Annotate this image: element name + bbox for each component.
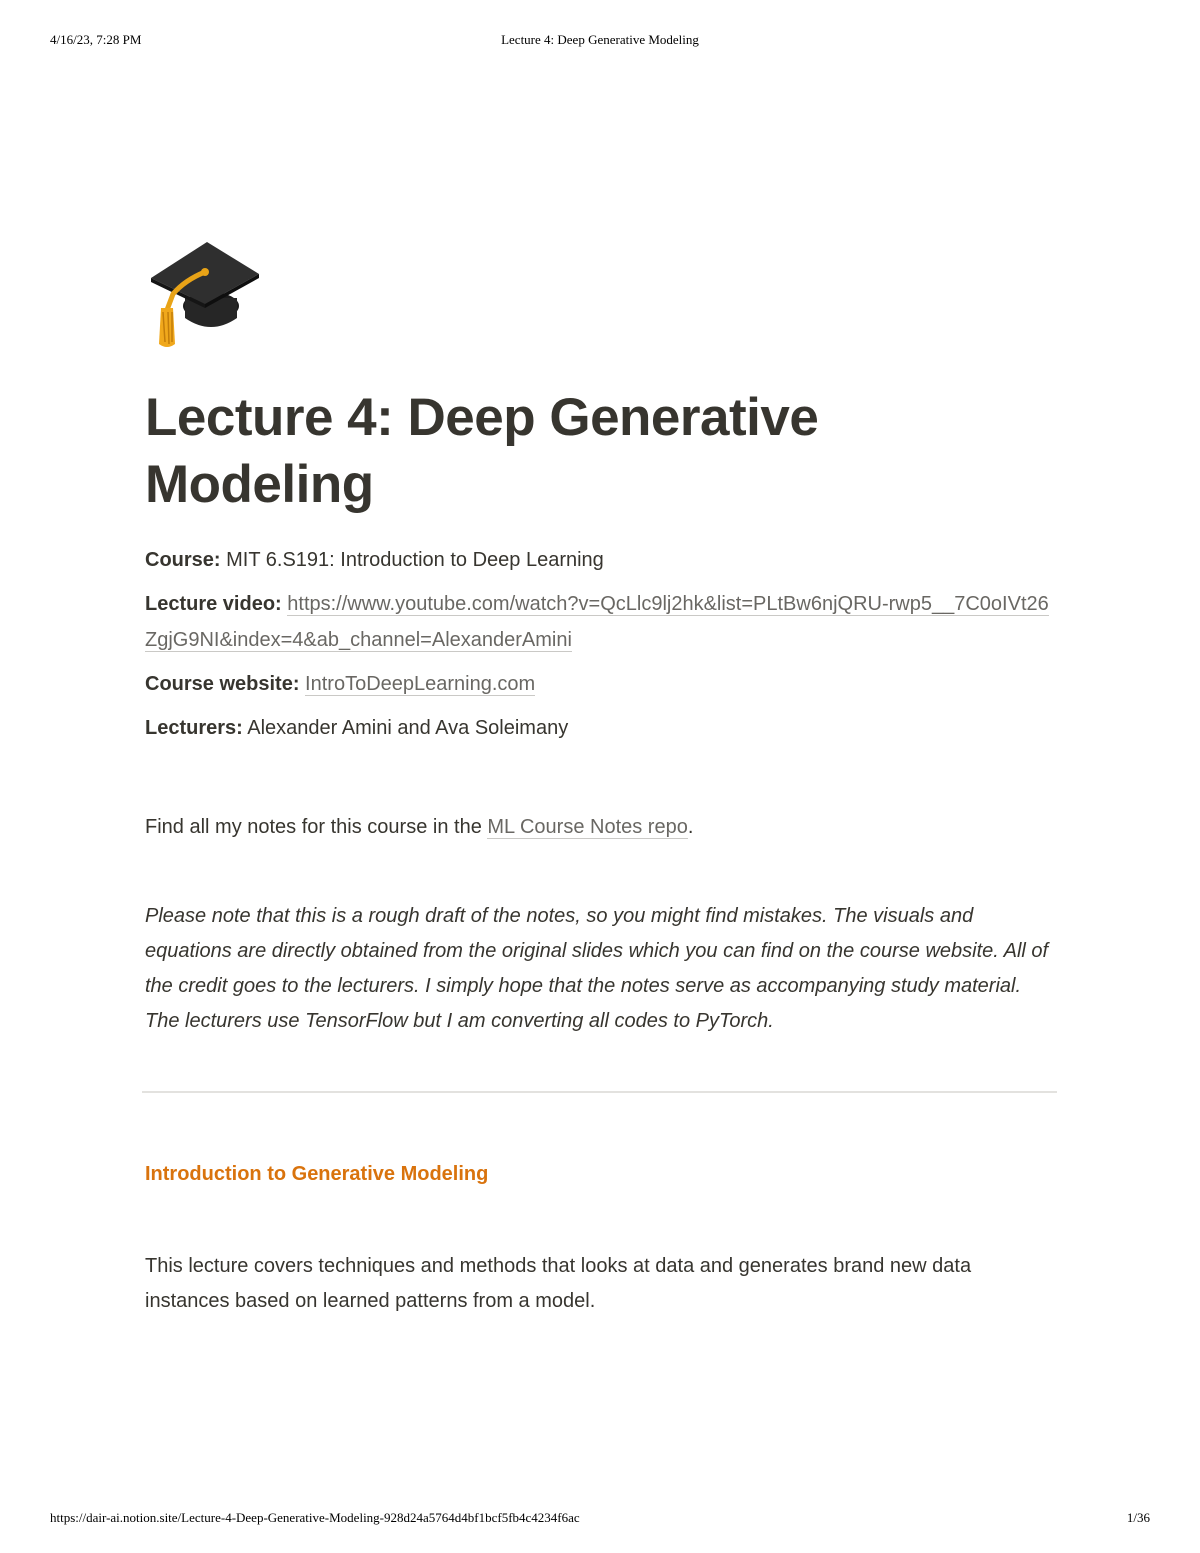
lecturers-property [145, 710, 1060, 746]
properties [145, 542, 1060, 746]
print-datetime: 4/16/23, 7:28 PM [50, 32, 142, 47]
draft-note-paragraph: Please note that this is a rough draft of the notes, so you might find mistakes. The visuals and equations are directly obtained from the original slides which you can find on the course website. All of the credit goes to the lecturers. I simply hope that the notes serve as accompanying study material. The lecturers use TensorFlow but I am converting all codes to PyTorch. [145, 905, 1049, 1032]
print-page-number: 1/36 [1126, 1510, 1150, 1525]
course-property [145, 542, 1060, 578]
course-value: MIT 6.S191: Introduction to Deep Learning [226, 549, 604, 571]
section-heading: Introduction to Generative Modeling [145, 1163, 489, 1185]
lecture-video-label: Lecture video: [145, 593, 282, 615]
course-website-property [145, 666, 1060, 702]
page-content [145, 238, 1060, 1319]
print-header [0, 32, 1200, 50]
course-website-link[interactable]: IntroToDeepLearning.com [305, 673, 536, 695]
find-notes-suffix: . [687, 816, 694, 838]
print-title: Lecture 4: Deep Generative Modeling [501, 32, 699, 47]
lecturers-label: Lecturers: [145, 717, 243, 739]
print-url: https://dair-ai.notion.site/Lecture-4-Deep-Generative-Modeling-928d24a5764d4bf1bcf5fb4c4234f6ac [50, 1510, 580, 1525]
course-website-label: Course website: [145, 673, 300, 695]
find-notes-paragraph [145, 810, 1060, 845]
lecture-video-link[interactable]: https://www.youtube.com/watch?v=QcLlc9lj2hk&list=PLtBw6njQRU-rwp5__7C0oIVt26ZgjG9NI&index=4&ab_channel=AlexanderAmini [145, 593, 1049, 651]
graduation-cap-icon [145, 238, 263, 356]
print-footer [0, 1510, 1200, 1528]
divider [142, 1091, 1057, 1093]
section-body-paragraph: This lecture covers techniques and methods that looks at data and generates brand new data instances based on learned patterns from a model. [145, 1255, 972, 1312]
lecturers-value: Alexander Amini and Ava Soleimany [247, 717, 569, 739]
lecture-video-property [145, 586, 1060, 658]
find-notes-prefix: Find all my notes for this course in the [145, 816, 488, 838]
course-label: Course: [145, 549, 221, 571]
page-title: Lecture 4: Deep Generative Modeling [145, 388, 819, 514]
ml-course-notes-link[interactable]: ML Course Notes repo [487, 816, 688, 838]
